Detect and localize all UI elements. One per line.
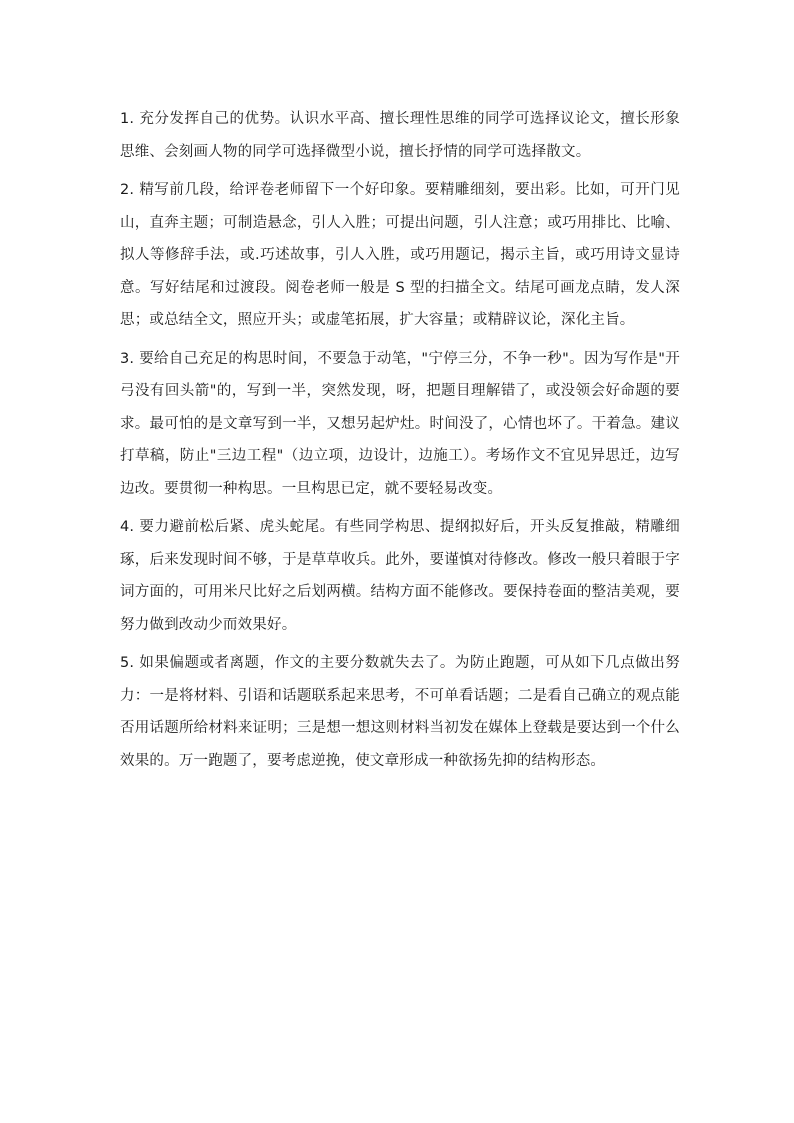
paragraph-5: 5. 如果偏题或者离题，作文的主要分数就失去了。为防止跑题，可从如下几点做出努力：一是将材料、引语和话题联系起来思考，不可单看话题；二是看自己确立的观点能否用话题所给材料来证明；三是想一想这则材料当初发在媒体上登载是要达到一个什么效果的。万一跑题了，要考虑逆挽，使文章形成一种欲扬先抑的结构形态。: [120, 655, 680, 769]
paragraph-3: 3. 要给自己充足的构思时间，不要急于动笔，"宁停三分，不争一秒"。因为写作是"开弓没有回头箭"的，写到一半，突然发现，呀，把题目理解错了，或没领会好命题的要求。最可怕的是文章写到一半，又想另起炉灶。时间没了，心情也坏了。干着急。建议打草稿，防止"三边工程"（边立项，边设计，边施工）。考场作文不宜见异思迁，边写边改。要贯彻一种构思。一旦构思已定，就不要轻易改变。: [120, 350, 680, 497]
document-body: [120, 103, 680, 783]
paragraph-2: 2. 精写前几段，给评卷老师留下一个好印象。要精雕细刻，要出彩。比如，可开门见山，直奔主题；可制造悬念，引人入胜；可提出问题，引人注意；或巧用排比、比喻、拟人等修辞手法，或.巧述故事，引人入胜，或巧用题记，揭示主旨，或巧用诗文显诗意。写好结尾和过渡段。阅卷老师一般是 S 型的扫描全文。结尾可画龙点睛，发人深思；或总结全文，照应开头；或虚笔拓展，扩大容量；或精辟议论，深化主旨。: [120, 182, 680, 328]
paragraph-4: 4. 要力避前松后紧、虎头蛇尾。有些同学构思、提纲拟好后，开头反复推敲，精雕细琢，后来发现时间不够，于是草草收兵。此外，要谨慎对待修改。修改一般只着眼于字词方面的，可用米尺比好之后划两横。结构方面不能修改。要保持卷面的整洁美观，要努力做到改动少而效果好。: [120, 519, 680, 633]
paragraph-1: 1. 充分发挥自己的优势。认识水平高、擅长理性思维的同学可选择议论文，擅长形象思维、会刻画人物的同学可选择微型小说，擅长抒情的同学可选择散文。: [120, 111, 680, 160]
